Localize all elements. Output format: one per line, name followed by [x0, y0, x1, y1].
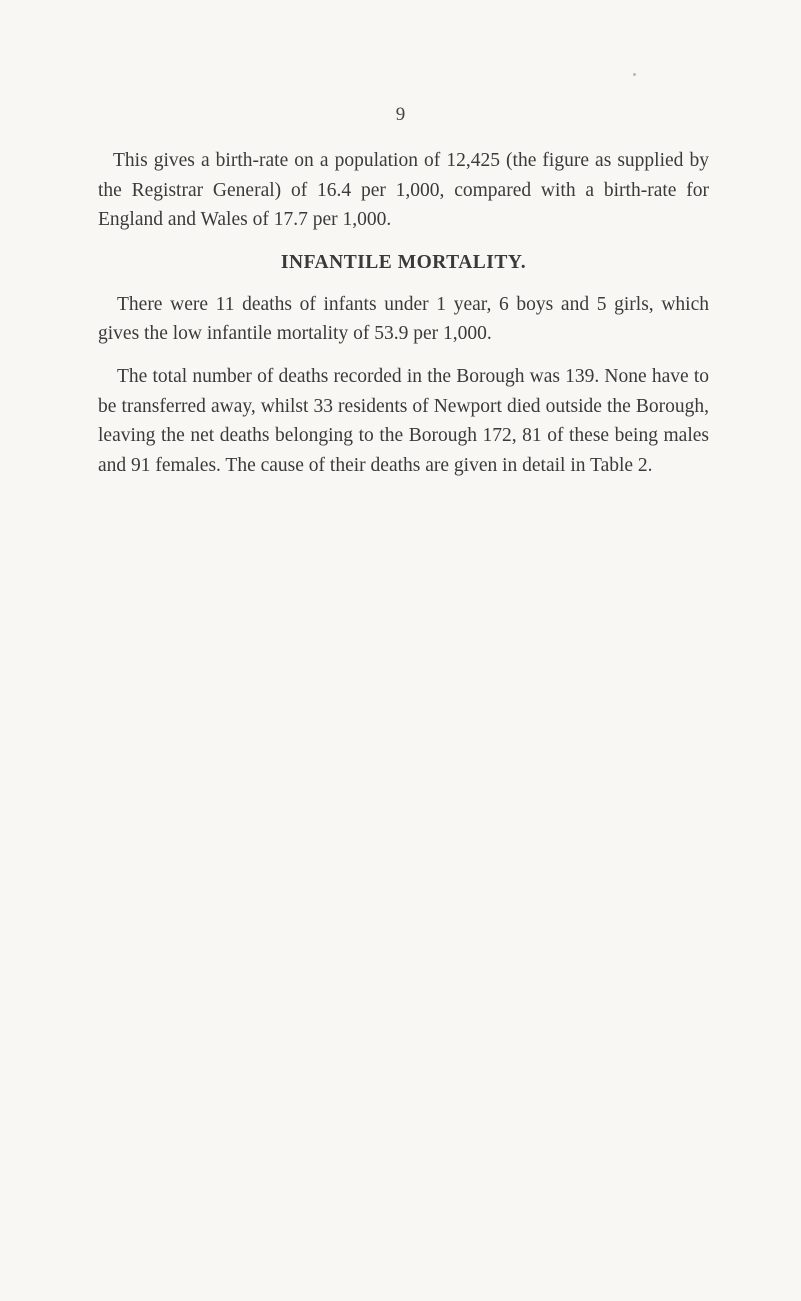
paper-speck — [633, 73, 636, 76]
paragraph-total-deaths: The total number of deaths recorded in the Borough was 139. None have to be transferred away, whilst 33 residents of Newport died outside the Borough, leaving the net deaths belonging to the Borough 172, 81 of these being males and 91 females. The cause of their deaths are given in detail in Table 2. — [98, 365, 709, 476]
section-heading-infantile-mortality: INFANTILE MORTALITY. — [280, 251, 527, 273]
text-block — [98, 146, 709, 480]
page-number: 9 — [395, 104, 406, 125]
paragraph-birth-rate: This gives a birth-rate on a population of 12,425 (the figure as supplied by the Registrar General) of 16.4 per 1,000, compared with a birth-rate for England and Wales of 17.7 per 1,000. — [98, 150, 709, 231]
paragraph-infant-deaths: There were 11 deaths of infants under 1 year, 6 boys and 5 girls, which gives the low infantile mortality of 53.9 per 1,000. — [98, 293, 709, 345]
